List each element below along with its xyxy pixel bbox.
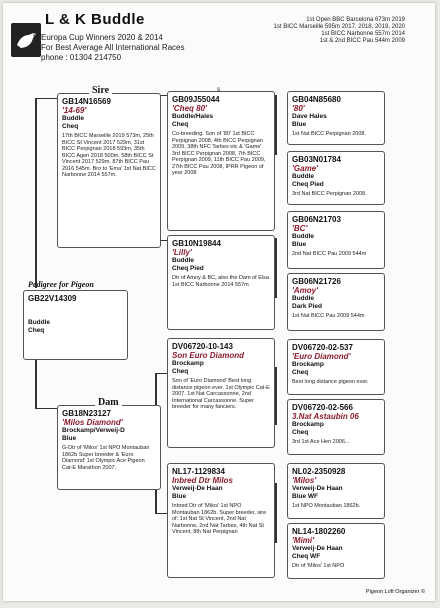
colour: Cheq <box>172 121 189 128</box>
subtitle-2: For Best Average All International Races <box>41 43 185 52</box>
sire-label: Sire <box>89 85 112 96</box>
code: GB04N85680 <box>292 95 341 104</box>
pedigree-sheet <box>3 3 435 601</box>
code: NL17-1129834 <box>172 467 225 476</box>
description: Best long distance pigeon ever. <box>292 379 369 385</box>
dam-code: GB18N23127 <box>62 409 111 418</box>
connector <box>275 238 277 298</box>
colour: Blue <box>172 493 187 500</box>
dam-sire-card[interactable] <box>167 338 275 448</box>
ssd-card[interactable] <box>287 151 385 205</box>
connector <box>35 408 57 409</box>
connector <box>275 95 277 155</box>
strain: Buddle <box>292 295 315 302</box>
strain: Buddle/Hales <box>172 113 214 120</box>
sds-card[interactable] <box>287 211 385 269</box>
strain: Brockamp <box>292 421 324 428</box>
code: GB03N01784 <box>292 155 341 164</box>
footer: Pigeon Loft Organizer © <box>365 589 425 595</box>
gender-marker: s <box>217 87 220 93</box>
subject-colour: Cheq <box>28 327 45 334</box>
dam-label: Dam <box>95 397 122 408</box>
strain: Buddle <box>292 173 315 180</box>
colour: Cheq Pied <box>172 265 204 272</box>
name: 'Game' <box>292 164 319 173</box>
strain: Dave Hales <box>292 113 327 120</box>
description: Inbred Dtr of 'Milos' 1st NPO Montauban 1862b. Super breeder, sire of: 1st Nat St Vincent, 2nd Nat Narbonne, 2nd Nat Tarbes, 4th Nat St Vincent, 8th Nat Perpignan <box>172 503 267 535</box>
code: GB09J55044 <box>172 95 220 104</box>
description: 1st NPO Montauban 1862b. <box>292 503 361 509</box>
name: '80' <box>292 104 305 113</box>
strain: Brockamp <box>172 360 204 367</box>
code: GB10N19844 <box>172 239 221 248</box>
dam-description: G-Dtr of 'Milos' 1st NPO Montauban 1862b Super breeder & 'Euro Diamond' 1st Olympic Ace Pigeon Cat-E Marathon 2007. <box>62 445 150 471</box>
colour: Blue <box>292 241 307 248</box>
colour: Dark Pied <box>292 303 322 310</box>
description: Dtr of Amoy & BC, also the Dam of Elsa 1st BICC Narbonne 2014 557m <box>172 275 269 288</box>
colour: Cheq <box>292 429 309 436</box>
name: 'Milos' <box>292 476 317 485</box>
connector <box>275 483 277 543</box>
code: GB06N21726 <box>292 277 341 286</box>
connector <box>155 373 167 374</box>
connector <box>155 513 167 514</box>
code: NL14-1802260 <box>292 527 346 536</box>
colour: Blue WF <box>292 493 318 500</box>
colour: Blue <box>292 121 307 128</box>
subtitle-1: Europa Cup Winners 2020 & 2014 <box>41 33 163 42</box>
colour: Cheq <box>292 369 309 376</box>
dam-strain: Brockamp/Verweij-D <box>62 427 125 434</box>
dsd-card[interactable] <box>287 399 385 455</box>
sdd-card[interactable] <box>287 273 385 331</box>
sire-description: 17th BICC Marseille 2019 573m, 25th BICC St Vincent 2017 529m, 31st BICC Perpignan 2018 593m, 35th BICC Agen 2018 500m, 58th BICC St Vincent 2017 529m, 87th BICC Pau 2016 545m. Bro to 'Ema' 1st Nat BICC Narbonne 2014 557m. <box>62 133 156 178</box>
description: Dtr of 'Milos' 1st NPO <box>292 563 345 569</box>
pigeon-logo-icon <box>11 23 41 57</box>
code: GB06N21703 <box>292 215 341 224</box>
phone: phone : 01304 214750 <box>41 53 122 62</box>
subject-strain: Buddle <box>28 319 51 326</box>
colour: Cheq <box>172 368 189 375</box>
sire-connector <box>35 98 37 288</box>
name: 'BC' <box>292 224 308 233</box>
colour: Cheq WF <box>292 553 321 560</box>
code: NL02-2350928 <box>292 467 346 476</box>
sire-dam-card[interactable] <box>167 235 275 330</box>
code: DV06720-10-143 <box>172 342 233 351</box>
description: 3rd 1st Ace Hen 2006... <box>292 439 350 445</box>
name: 'Mimi' <box>292 536 315 545</box>
sire-sire-card[interactable] <box>167 91 275 231</box>
name: 'Euro Diamond' <box>292 352 351 361</box>
strain: Verweij-De Haan <box>292 485 343 492</box>
code: DV06720-02-566 <box>292 403 353 412</box>
name: 'Cheq 80' <box>172 104 207 113</box>
strain: Buddle <box>292 233 315 240</box>
subject-code: GB22V14309 <box>28 294 77 303</box>
colour: Cheq Pied <box>292 181 324 188</box>
sire-name: '14-69' <box>62 106 87 115</box>
dam-colour: Blue <box>62 435 77 442</box>
connector <box>35 98 57 99</box>
description: 1st Nat BICC Perpignan 2008. <box>292 131 366 137</box>
sire-colour: Cheq <box>62 123 79 130</box>
description: 1st Nat BICC Pau 2009 544m <box>292 313 365 319</box>
dam-name: 'Milos Diamond' <box>62 418 123 427</box>
strain: Brockamp <box>292 361 324 368</box>
strain: Verweij-De Haan <box>292 545 343 552</box>
description: Co-breeding. Son of '80' 1st BICC Perpignan 2008, 4th BICC Perpignan 2009, 38th NFC Tarbes etc & 'Game' 3rd BICC Perpignan 2008, 7th BICC Perpignan 2009, 11th BICC Pau 2009, 27th BICC Pau 2008, IPRR Pigeon of year 2008 <box>172 131 266 176</box>
connector <box>275 367 277 425</box>
strain: Buddle <box>172 257 195 264</box>
description: 3rd Nat BICC Perpignan 2008. <box>292 191 367 197</box>
sire-strain: Buddle <box>62 115 85 122</box>
name: 'Lilly' <box>172 248 192 257</box>
name: 3.Nat Astaubin 06 <box>292 412 359 421</box>
ddd-card[interactable] <box>287 523 385 579</box>
dss-card[interactable] <box>287 339 385 395</box>
name: Son Euro Diamond <box>172 351 244 360</box>
sire-card[interactable] <box>57 93 161 248</box>
description: 2nd Nat BICC Pau 2009 544m <box>292 251 367 257</box>
pedigree-label: Pedigree for Pigeon <box>28 280 94 289</box>
name: 'Amoy' <box>292 286 319 295</box>
code: DV06720-02-537 <box>292 343 353 352</box>
dam-card[interactable] <box>57 405 161 490</box>
loft-title: L & K Buddle <box>45 11 145 28</box>
strain: Verweij-De Haan <box>172 485 223 492</box>
dam-dam-card[interactable] <box>167 463 275 578</box>
name: Inbred Dtr Milos <box>172 476 233 485</box>
subject-pigeon-card[interactable] <box>23 290 128 360</box>
achievements: 1st Open BBC Barcelona 673m 2019 1st BICC Marseille 595m 2017, 2018, 2019, 2020 1st BICC Narbonne 557m 2014 1st & 2nd BICC Pau 544m 2009 <box>273 17 405 44</box>
description: Son of 'Euro Diamond' Best long distance pigeon ever. 1st Olympic Cat-E 2007. 1st Nat Carcassonne, 2nd International Carcassonne. Super breeder for many fanciers. <box>172 378 270 410</box>
dds-card[interactable] <box>287 463 385 519</box>
sire-code: GB14N16569 <box>62 97 111 106</box>
sss-card[interactable] <box>287 91 385 145</box>
